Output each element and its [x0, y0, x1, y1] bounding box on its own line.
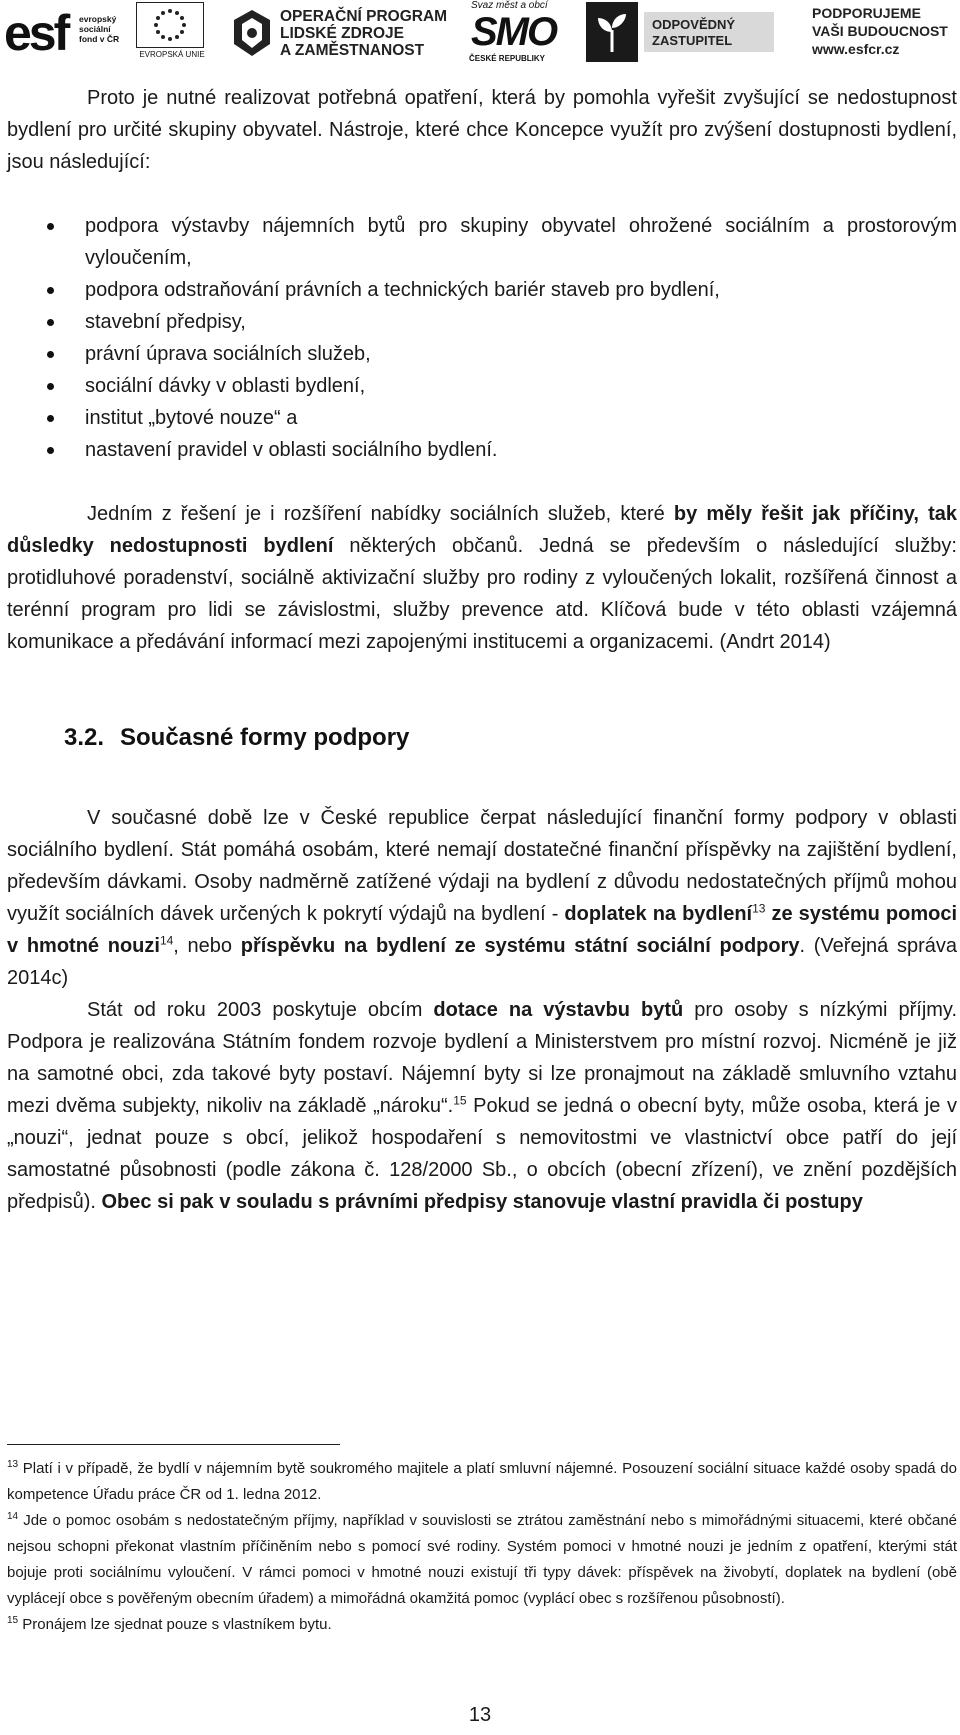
bullet-list [7, 210, 957, 466]
bold-text-run: Obec si pak v souladu s právními předpisy stanovuje vlastní pravidla či postupy [101, 1191, 863, 1213]
logo-strip [0, 0, 960, 68]
bullet-icon [47, 383, 54, 390]
housing-subsidy-paragraph [7, 994, 957, 1218]
eu-flag-icon [136, 2, 204, 48]
list-item [7, 434, 957, 466]
support-forms-paragraph [7, 802, 957, 994]
footnote-14 [7, 1508, 957, 1612]
bold-text-run: ze systému pomoci v hmotné nouzi [7, 903, 957, 957]
bullet-icon [47, 319, 54, 326]
list-item-text: sociální dávky v oblasti bydlení, [85, 375, 366, 397]
eu-logo [132, 2, 208, 64]
footnote-ref-15[interactable]: 15 [453, 1093, 467, 1108]
podporujeme-line: PODPORUJEME [812, 5, 921, 21]
text-run: Stát od roku 2003 poskytuje obcím [87, 999, 434, 1021]
bold-text-run: by měly řešit jak příčiny, tak důsledky nedostupnosti bydlení [7, 503, 958, 557]
page-number: 13 [468, 1704, 492, 1726]
smo-subtitle: ČESKÉ REPUBLIKY [469, 54, 546, 63]
section-number: 3.2. [64, 724, 105, 751]
footnote-ref-14[interactable]: 14 [159, 933, 174, 948]
footnote-separator [7, 1444, 340, 1445]
text-run: . (Veřejná správa 2014c) [7, 935, 957, 989]
op-emblem-icon [230, 8, 274, 58]
list-item-text: stavební předpisy, [85, 311, 246, 333]
list-item-text: nastavení pravidel v oblasti sociálního bydlení. [85, 439, 498, 461]
footnote-text: Jde o pomoc osobám s nedostatečným příjmy, například v souvislosti se ztrátou zaměstnání nebo s mimořádnými situacemi, které občané nejsou schopni překonat vlastním příčiněním nebo s pomocí své rodiny. Systém pomoci v hmotné nouzi je jedním z opatření, kterými stát bojuje proti sociálnímu vyloučení. V rámci pomoci v hmotné nouzi existují tři typy dávek: příspěvek na živobytí, doplatek na bydlení (obě vyplácejí obce s pověřeným obecním úřadem) a mimořádná okamžitá pomoc (vyplácí obec s rozšířenou působností). [7, 1512, 957, 1607]
list-item-text: institut „bytové nouze“ a [85, 407, 298, 429]
smo-logo [465, 0, 565, 66]
op-title [280, 8, 460, 59]
esf-url: www.esfcr.cz [812, 41, 900, 57]
bold-text-run: dotace na výstavbu bytů [433, 999, 684, 1021]
podporujeme-line: VAŠI BUDOUCNOST [812, 23, 948, 39]
zastupitel-label [644, 12, 774, 52]
list-item [7, 402, 957, 434]
op-title-line: LIDSKÉ ZDROJE [280, 25, 405, 42]
bullet-icon [47, 415, 54, 422]
list-item-text: podpora odstraňování právních a technických bariér staveb pro bydlení, [85, 279, 720, 301]
text-run: , nebo [173, 935, 241, 957]
zastupitel-line: ODPOVĚDNÝ [652, 17, 736, 32]
bold-text-run: příspěvku na bydlení ze systému státní sociální podpory [240, 935, 800, 957]
document-body [7, 82, 957, 1218]
esf-sub-line: fond v ČR [79, 34, 120, 44]
text-run: Jedním z řešení je i rozšíření nabídky sociálních služeb, které [87, 503, 674, 525]
bullet-icon [47, 223, 54, 230]
footnote-number: 15 [7, 1615, 19, 1626]
podporujeme-logo [812, 4, 960, 64]
text-run: některých občanů. Jedná se především o následující služby: protidluhové poradenství, sociálně aktivizační služby pro rodiny z vyloučených lokalit, rozšířená činnost a terénní program pro lidi se závislostmi, služby prevence atd. Klíčová bude v této oblasti vzájemná komunikace a předávání informací mezi zapojenými institucemi a organizacemi. (Andrt 2014) [7, 535, 957, 653]
list-item-text: právní úprava sociálních služeb, [85, 343, 371, 365]
esf-subtitle [79, 14, 129, 44]
services-paragraph [7, 498, 957, 658]
footnote-text: Pronájem lze sjednat pouze s vlastníkem bytu. [18, 1616, 332, 1633]
esf-mark: esf [4, 5, 68, 61]
odpovedny-zastupitel-logo [586, 2, 786, 62]
list-item [7, 274, 957, 306]
list-item [7, 370, 957, 402]
op-title-line: OPERAČNÍ PROGRAM [280, 8, 448, 25]
esf-sub-line: evropský [79, 14, 117, 24]
esf-logo [4, 6, 126, 64]
smo-mark: SMO [471, 10, 557, 54]
intro-paragraph: Proto je nutné realizovat potřebná opatření, která by pomohla vyřešit zvyšující se nedostupnost bydlení pro určité skupiny obyvatel. Nástroje, které chce Koncepce využít pro zvýšení dostupnosti bydlení, jsou následující: [7, 87, 957, 173]
op-lzz-logo [230, 4, 450, 64]
footnote-number: 13 [7, 1459, 19, 1470]
text-run: V současné době lze v České republice čerpat následující finanční formy podpory v oblasti sociálního bydlení. Stát pomáhá osobám, které nemají dostatečné finanční příspěvky na zajištění bydlení, především dávkami. Osoby nadměrně zatížené výdaji na bydlení z důvodu nedostatečných příjmů mohou využít sociálních dávek určených k pokrytí výdajů na bydlení - [7, 807, 957, 925]
op-title-line: A ZAMĚSTNANOST [280, 42, 425, 59]
footnote-13 [7, 1456, 957, 1508]
section-title: Současné formy podpory [120, 724, 410, 751]
text-run: Pokud se jedná o obecní byty, může osoba, která je v „nouzi“, jednat pouze s obcí, jelikož hospodaření s nemovitostmi ve vlastnictví obce patří do její samostatné působnosti (podle zákona č. 128/2000 Sb., o obcích (obecní zřízení), ve znění pozdějších předpisů). [7, 1095, 957, 1213]
bullet-icon [47, 447, 54, 454]
list-item [7, 338, 957, 370]
zastupitel-line: ZASTUPITEL [652, 33, 733, 48]
footnote-number: 14 [7, 1511, 19, 1522]
eu-label: EVROPSKÁ UNIE [139, 50, 205, 59]
footnote-text: Platí i v případě, že bydlí v nájemním bytě soukromého majitele a platí smluvní nájemné. Posouzení sociální situace každé osoby spadá do kompetence Úřadu práce ČR od 1. ledna 2012. [7, 1460, 957, 1503]
footnotes [7, 1456, 957, 1638]
list-item-text: podpora výstavby nájemních bytů pro skupiny obyvatel ohrožené sociálním a prostorovým vyloučením, [85, 215, 957, 269]
bullet-icon [47, 351, 54, 358]
text-run: pro osoby s nízkými příjmy. Podpora je realizována Státním fondem rozvoje bydlení a Ministerstvem pro místní rozvoj. Nicméně je již na samotné obci, zda takové byty postaví. Nájemní byty si lze pronajmout na základě smluvního vztahu mezi dvěma subjekty, nikoliv na základě „nároku“. [7, 999, 958, 1117]
list-item [7, 306, 957, 338]
list-item [7, 210, 957, 274]
footnote-15 [7, 1612, 957, 1638]
bullet-icon [47, 287, 54, 294]
smo-top-text: Svaz měst a obcí [471, 0, 548, 11]
bold-text-run: doplatek na bydlení [564, 903, 753, 925]
seedling-icon [586, 2, 638, 62]
footnote-ref-13[interactable]: 13 [752, 901, 766, 916]
section-heading [7, 722, 957, 754]
esf-sub-line: sociální [79, 24, 111, 34]
